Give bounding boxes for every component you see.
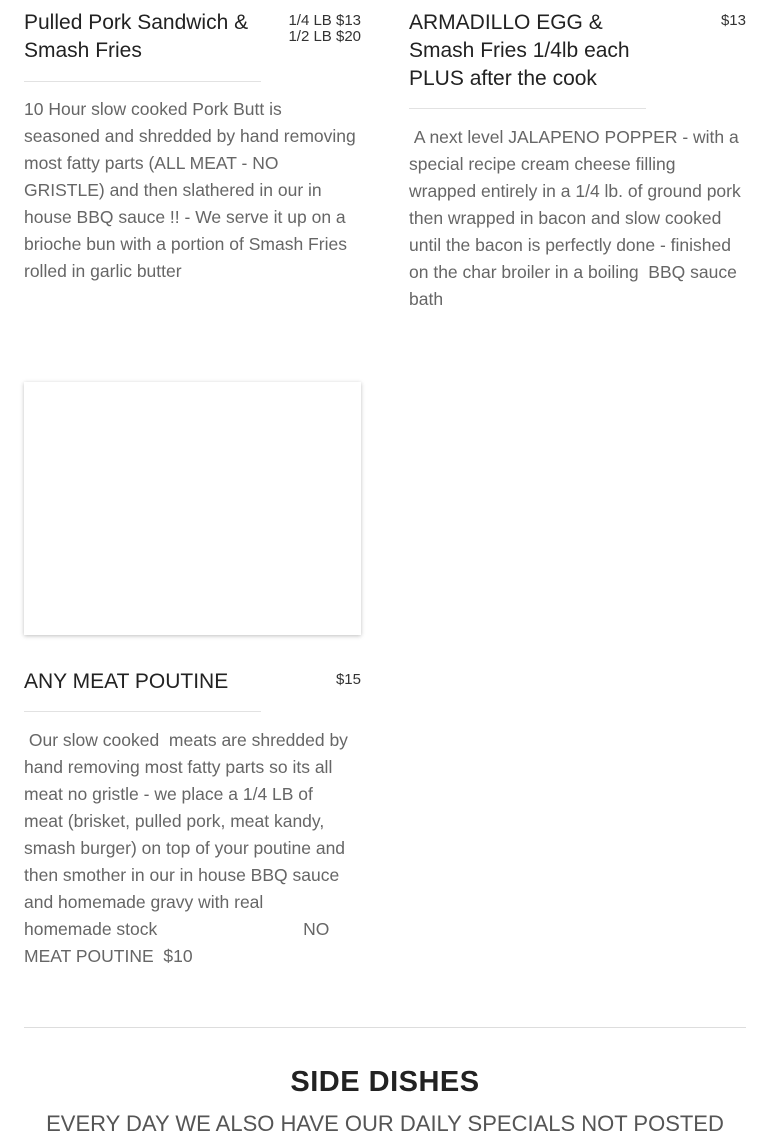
price-line: 1/4 LB $13 [288, 12, 361, 29]
item-price [336, 672, 361, 688]
item-description: 10 Hour slow cooked Pork Butt is seasoned and shredded by hand removing most fatty parts (ALL MEAT - NO GRISTLE) and then slathered in our in house BBQ sauce !! - We serve it up on a brioche bun with a portion of Smash Fries rolled in garlic butter [24, 99, 361, 281]
menu-item-pulled-pork [24, 9, 361, 285]
item-title: Pulled Pork Sandwich & Smash Fries [24, 11, 249, 62]
item-title: ARMADILLO EGG & Smash Fries 1/4lb each PLUS after the cook [409, 11, 630, 90]
item-description: A next level JALAPENO POPPER - with a special recipe cream cheese filling wrapped entirely in a 1/4 lb. of ground pork then wrapped in bacon and slow cooked until the bacon is perfectly done - finished on the char broiler in a boiling BBQ sauce bath [409, 127, 746, 309]
item-divider [409, 108, 646, 109]
menu-item-any-meat-poutine [24, 668, 361, 970]
price-line: 1/2 LB $20 [288, 28, 361, 45]
section-title: SIDE DISHES [290, 1066, 480, 1098]
item-price [288, 13, 361, 45]
section-divider [24, 1027, 746, 1028]
item-title: ANY MEAT POUTINE [24, 670, 229, 693]
item-price [721, 13, 746, 29]
item-description: Our slow cooked meats are shredded by hand removing most fatty parts so its all meat no gristle - we place a 1/4 LB of meat (brisket, pulled pork, meat kandy, smash burger) on top of your poutine and then smother in our in house BBQ sauce and homemade gravy with real homemade stock NO MEAT POUTINE $10 [24, 730, 353, 966]
menu-item-armadillo-egg [409, 9, 746, 313]
item-divider [24, 711, 261, 712]
section-subtitle: EVERY DAY WE ALSO HAVE OUR DAILY SPECIALS NOT POSTED [46, 1111, 724, 1136]
price-line: $15 [335, 671, 361, 688]
item-divider [24, 81, 261, 82]
price-line: $13 [720, 12, 746, 29]
item-image[interactable] [24, 382, 361, 635]
